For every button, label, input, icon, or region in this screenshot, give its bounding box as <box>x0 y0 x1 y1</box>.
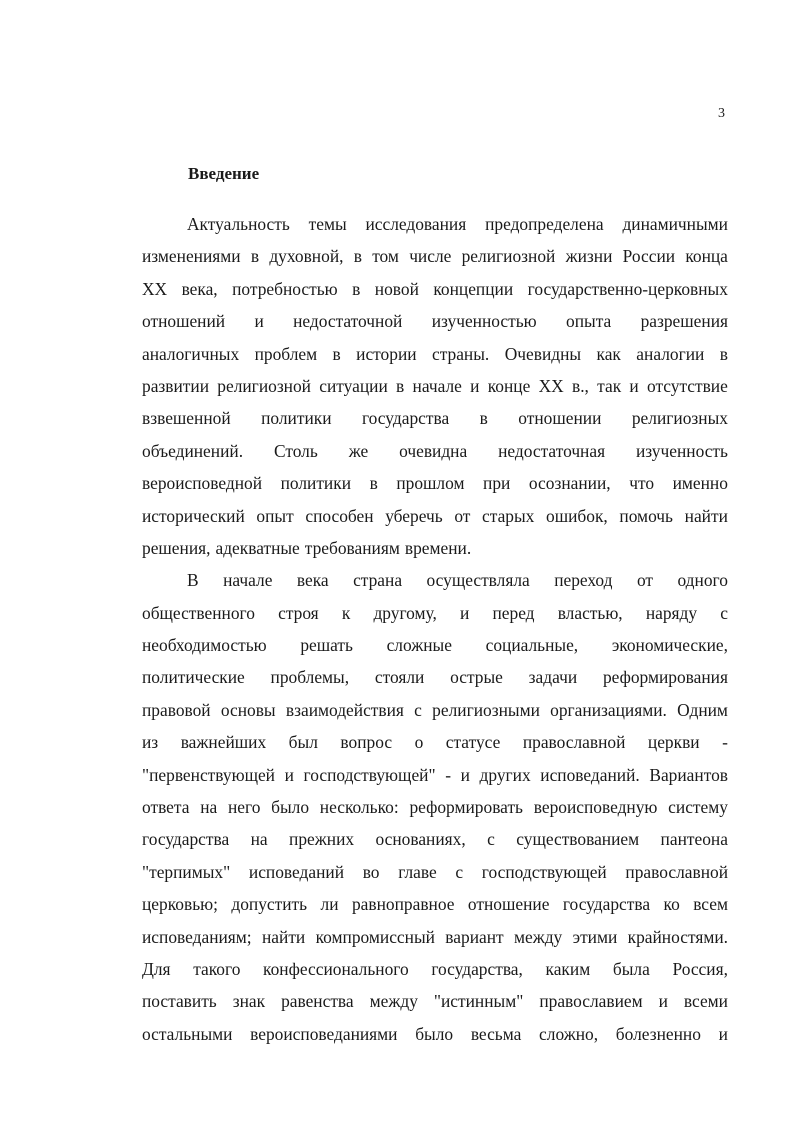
text-line: решения, адекватные требованиям времени. <box>142 537 472 558</box>
text-line: "терпимых" исповеданий во главе с господствующей православной <box>142 861 728 882</box>
text-line: развитии религиозной ситуации в начале и конце XX в., так и отсутствие <box>142 375 728 396</box>
text-line: XX века, потребностью в новой концепции государственно-церковных <box>142 278 728 299</box>
text-line: изменениями в духовной, в том числе религиозной жизни России конца <box>142 246 728 267</box>
page-number: 3 <box>718 106 725 121</box>
text-line: исповеданиям; найти компромиссный вариант между этими крайностями. <box>142 926 728 947</box>
section-heading: Введение <box>188 164 260 183</box>
text-line: отношений и недостаточной изученностью опыта разрешения <box>142 311 728 332</box>
text-line: поставить знак равенства между "истинным" православием и всеми <box>142 991 728 1012</box>
text-line: Актуальность темы исследования предопределена динамичными <box>187 214 728 234</box>
text-line: вероисповедной политики в прошлом при осознании, что именно <box>142 473 728 494</box>
text-line: необходимостью решать сложные социальные, экономические, <box>142 635 728 656</box>
text-line: государства на прежних основаниях, с существованием пантеона <box>142 829 728 850</box>
text-line: остальными вероисповеданиями было весьма сложно, болезненно и <box>142 1023 728 1044</box>
text-line: правовой основы взаимодействия с религиозными организациями. Одним <box>142 699 728 720</box>
text-line: политические проблемы, стояли острые задачи реформирования <box>142 667 728 688</box>
text-line: взвешенной политики государства в отношении религиозных <box>142 408 728 429</box>
text-line: "первенствующей и господствующей" - и других исповеданий. Вариантов <box>142 764 728 785</box>
text-line: общественного строя к другому, и перед властью, наряду с <box>142 602 728 623</box>
text-line: церковью; допустить ли равноправное отношение государства ко всем <box>142 894 728 915</box>
body-text <box>142 208 728 1050</box>
text-line: аналогичных проблем в истории страны. Очевидны как аналогии в <box>142 343 728 364</box>
text-line: В начале века страна осуществляла переход от одного <box>187 570 728 591</box>
text-line: из важнейших был вопрос о статусе православной церкви - <box>142 732 728 753</box>
text-line: ответа на него было несколько: реформировать вероисповедную систему <box>142 797 728 818</box>
text-line: объединений. Столь же очевидна недостаточная изученность <box>142 440 728 461</box>
text-line: Для такого конфессионального государства, каким была Россия, <box>142 958 728 979</box>
text-line: исторический опыт способен уберечь от старых ошибок, помочь найти <box>142 505 728 526</box>
